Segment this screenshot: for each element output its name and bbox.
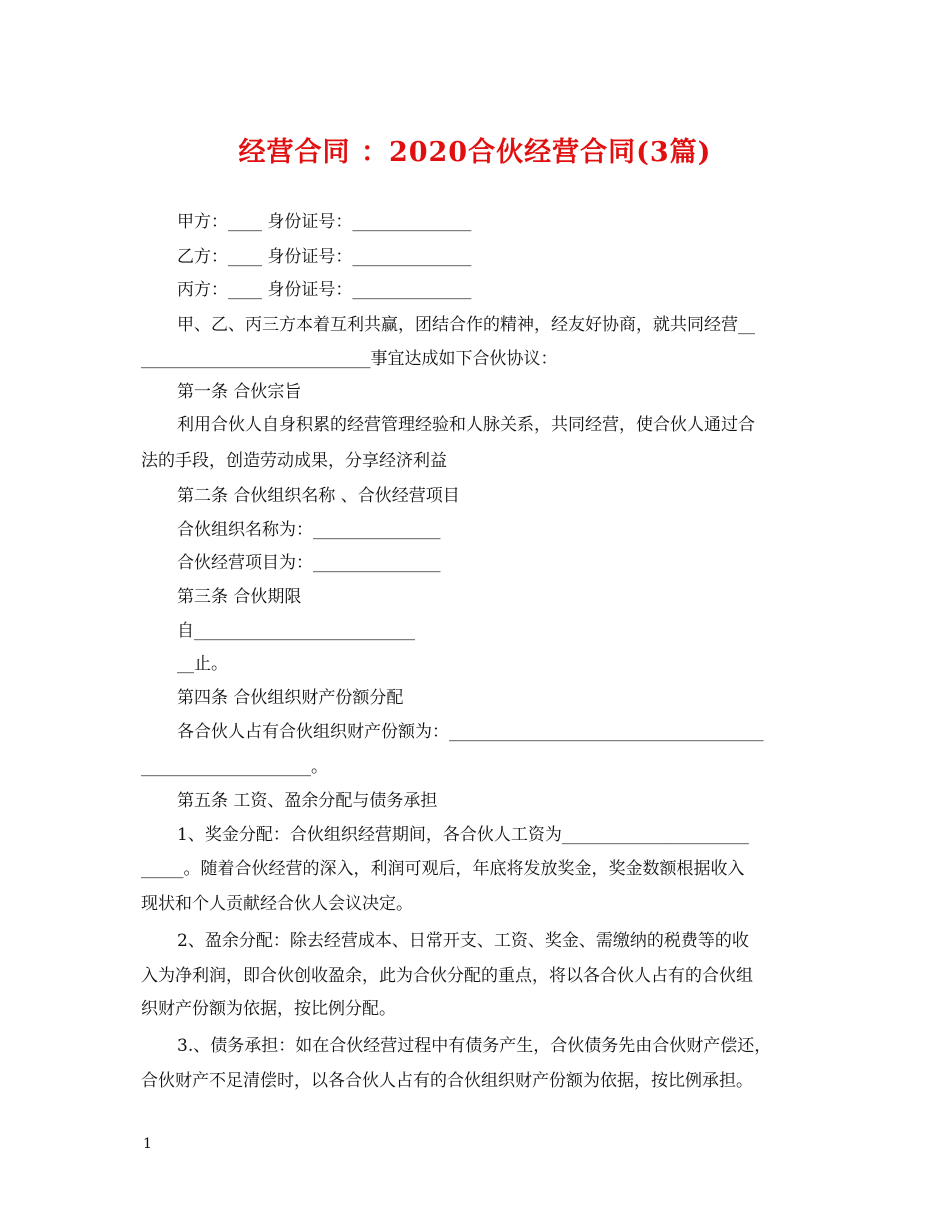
- paragraph-line: 合伙经营项目为：_______________: [177, 553, 441, 573]
- article-heading: 第一条 合伙宗旨: [177, 382, 302, 402]
- document-title: 经营合同 ：2020合伙经营合同(3篇): [238, 137, 712, 168]
- article-heading: 第三条 合伙期限: [177, 587, 302, 607]
- paragraph-line: 合伙组织名称为：_______________: [177, 520, 441, 540]
- paragraph-line: 2、盈余分配：除去经营成本、日常开支、工资、奖金、需缴纳的税费等的收: [177, 931, 749, 951]
- paragraph-line: 各合伙人占有合伙组织财产份额为：_____________________________________: [177, 722, 764, 742]
- paragraph-line: __止。: [177, 654, 228, 674]
- paragraph-line: 甲、乙、丙三方本着互利共赢，团结合作的精神，经友好协商，就共同经营__: [177, 315, 755, 335]
- page-number: 1: [143, 1136, 152, 1152]
- paragraph-line: ____________________。: [141, 757, 328, 777]
- paragraph-line: 自__________________________: [177, 621, 415, 641]
- paragraph-line: _____。随着合伙经营的深入，利润可观后，年底将发放奖金，奖金数额根据收入: [141, 859, 745, 879]
- party-b-line: 乙方：____ 身份证号：______________: [177, 247, 472, 267]
- paragraph-line: 现状和个人贡献经合伙人会议决定。: [141, 894, 413, 914]
- article-heading: 第四条 合伙组织财产份额分配: [177, 688, 404, 708]
- paragraph-line: 利用合伙人自身积累的经营管理经验和人脉关系，共同经营，使合伙人通过合: [177, 415, 755, 435]
- paragraph-line: 1、奖金分配：合伙组织经营期间，各合伙人工资为______________________: [177, 825, 749, 845]
- paragraph-line: 合伙财产不足清偿时，以各合伙人占有的合伙组织财产份额为依据，按比例承担。: [141, 1071, 753, 1091]
- article-heading: 第五条 工资、盈余分配与债务承担: [177, 791, 438, 811]
- paragraph-line: 3.、债务承担：如在合伙经营过程中有债务产生，合伙债务先由合伙财产偿还，: [177, 1036, 772, 1056]
- article-heading: 第二条 合伙组织名称 、合伙经营项目: [177, 486, 460, 506]
- paragraph-line: ___________________________事宜达成如下合伙协议：: [141, 349, 558, 369]
- paragraph-line: 法的手段，创造劳动成果，分享经济利益: [141, 451, 447, 471]
- paragraph-line: 织财产份额为依据，按比例分配。: [141, 999, 396, 1019]
- paragraph-line: 入为净利润，即合伙创收盈余，此为合伙分配的重点，将以各合伙人占有的合伙组: [141, 966, 753, 986]
- party-a-line: 甲方：____ 身份证号：______________: [177, 212, 472, 232]
- party-c-line: 丙方：____ 身份证号：______________: [177, 280, 472, 300]
